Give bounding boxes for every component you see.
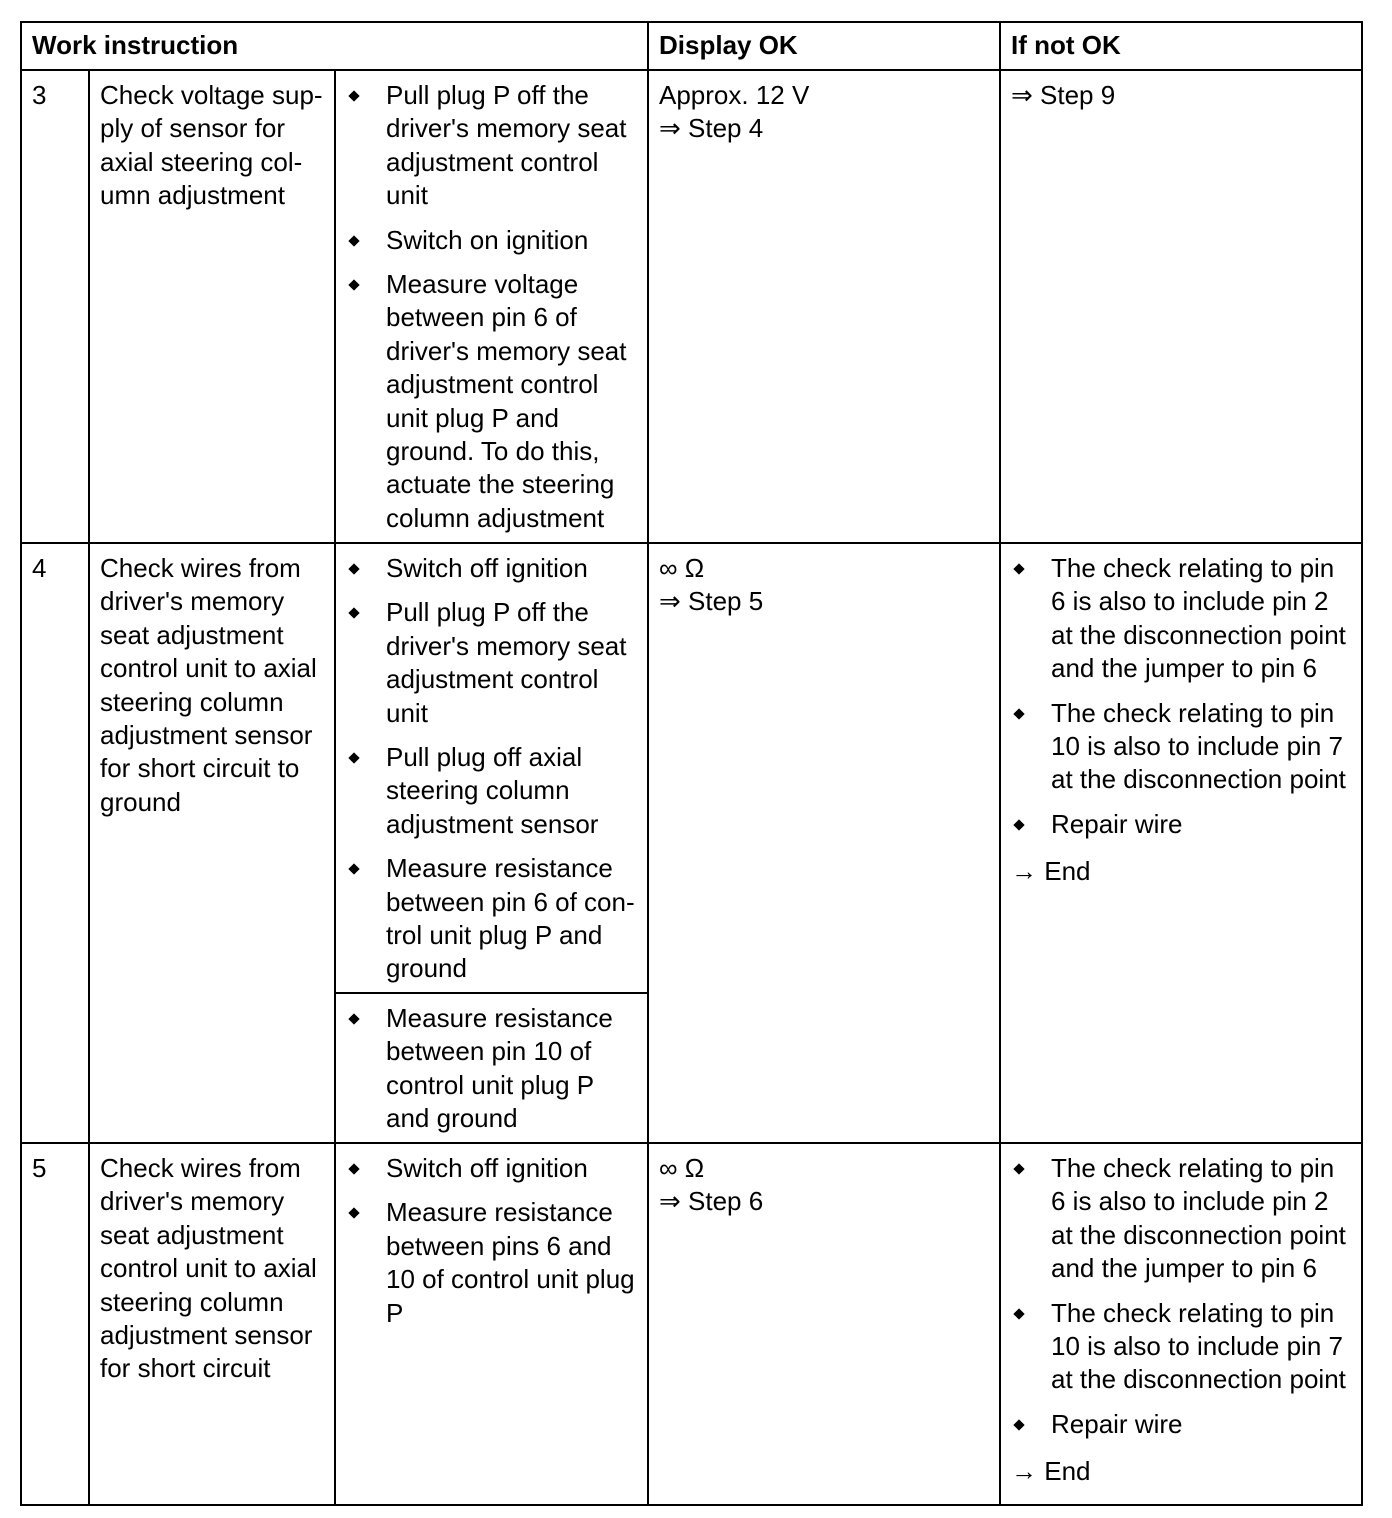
bullet-diamond-icon <box>1013 1308 1024 1319</box>
action-item: Measure resistance between pin 10 of control unit plug P and ground <box>346 1002 637 1136</box>
if-not-ok-next-step: ⇒ Step 9 <box>1011 80 1116 110</box>
action-item: Pull plug off axial steering column adjustment sensor <box>346 741 637 841</box>
step-description: Check wires from driver's memory seat adjustment control unit to axial steering column adjustment sensor for short circuit <box>89 1143 335 1505</box>
bullet-diamond-icon <box>348 235 359 246</box>
action-item: Measure resistance between pin 6 of con-trol unit plug P and ground <box>346 852 637 986</box>
bullet-diamond-icon <box>348 1013 359 1024</box>
bullet-diamond-icon <box>348 1163 359 1174</box>
bullet-diamond-icon <box>348 864 359 875</box>
end-marker: → End <box>1011 1456 1091 1487</box>
remedy-item: The check relating to pin 10 is also to include pin 7 at the disconnection point <box>1011 697 1351 797</box>
if-not-ok-cell <box>1000 70 1362 543</box>
display-ok-cell <box>648 70 1000 543</box>
step-description: Check voltage sup-ply of sensor for axial steering col-umn adjustment <box>89 70 335 543</box>
step-row <box>21 1143 1362 1505</box>
display-ok-value: ∞ Ω <box>659 1153 705 1183</box>
if-not-ok-cell <box>1000 543 1362 1143</box>
bullet-diamond-icon <box>1013 708 1024 719</box>
remedy-item: The check relating to pin 6 is also to include pin 2 at the disconnection point and the jumper to pin 6 <box>1011 1152 1351 1286</box>
step-row <box>21 543 1362 993</box>
step-actions <box>335 70 648 543</box>
display-ok-value: ∞ Ω <box>659 553 705 583</box>
step-description: Check wires from driver's memory seat adjustment control unit to axial steering column adjustment sensor for short circuit to ground <box>89 543 335 1143</box>
bullet-diamond-icon <box>348 90 359 101</box>
display-ok-next-step: ⇒ Step 5 <box>659 586 764 617</box>
action-item: Switch on ignition <box>346 224 637 257</box>
bullet-diamond-icon <box>1013 563 1024 574</box>
bullet-diamond-icon <box>1013 819 1024 830</box>
bullet-diamond-icon <box>348 752 359 763</box>
action-item: Switch off ignition <box>346 1152 637 1185</box>
display-ok-cell <box>648 543 1000 1143</box>
step-number: 3 <box>21 70 89 543</box>
action-item: Measure voltage between pin 6 of driver's memory seat adjustment control unit plug P and ground. To do this, actuate the steering column adjustment <box>346 268 637 535</box>
bullet-diamond-icon <box>348 608 359 619</box>
bullet-diamond-icon <box>348 279 359 290</box>
step-number: 5 <box>21 1143 89 1505</box>
action-item: Pull plug P off the driver's memory seat adjustment control unit <box>346 596 637 730</box>
action-item: Pull plug P off the driver's memory seat adjustment control unit <box>346 79 637 213</box>
remedy-item: Repair wire <box>1011 808 1351 841</box>
bullet-diamond-icon <box>348 563 359 574</box>
bullet-diamond-icon <box>348 1208 359 1219</box>
end-marker: → End <box>1011 856 1091 887</box>
step-number: 4 <box>21 543 89 1143</box>
display-ok-cell <box>648 1143 1000 1505</box>
work-instruction-page <box>20 21 1361 1508</box>
step-actions <box>335 543 648 993</box>
bullet-diamond-icon <box>1013 1419 1024 1430</box>
header-row <box>21 22 1362 70</box>
header-if-not-ok: If not OK <box>1000 22 1362 70</box>
display-ok-next-step: ⇒ Step 4 <box>659 113 764 144</box>
step-actions <box>335 1143 648 1505</box>
display-ok-next-step: ⇒ Step 6 <box>659 1186 764 1217</box>
work-instruction-table <box>20 21 1363 1506</box>
step-row <box>21 70 1362 543</box>
header-display-ok: Display OK <box>648 22 1000 70</box>
remedy-item: The check relating to pin 10 is also to include pin 7 at the disconnection point <box>1011 1297 1351 1397</box>
bullet-diamond-icon <box>1013 1163 1024 1174</box>
remedy-item: The check relating to pin 6 is also to include pin 2 at the disconnection point and the jumper to pin 6 <box>1011 552 1351 686</box>
step-actions-extra <box>335 993 648 1143</box>
action-item: Switch off ignition <box>346 552 637 585</box>
header-work-instruction: Work instruction <box>21 22 648 70</box>
display-ok-value: Approx. 12 V <box>659 80 810 110</box>
remedy-item: Repair wire <box>1011 1408 1351 1441</box>
action-item: Measure resistance between pins 6 and 10 of control unit plug P <box>346 1196 637 1330</box>
if-not-ok-cell <box>1000 1143 1362 1505</box>
